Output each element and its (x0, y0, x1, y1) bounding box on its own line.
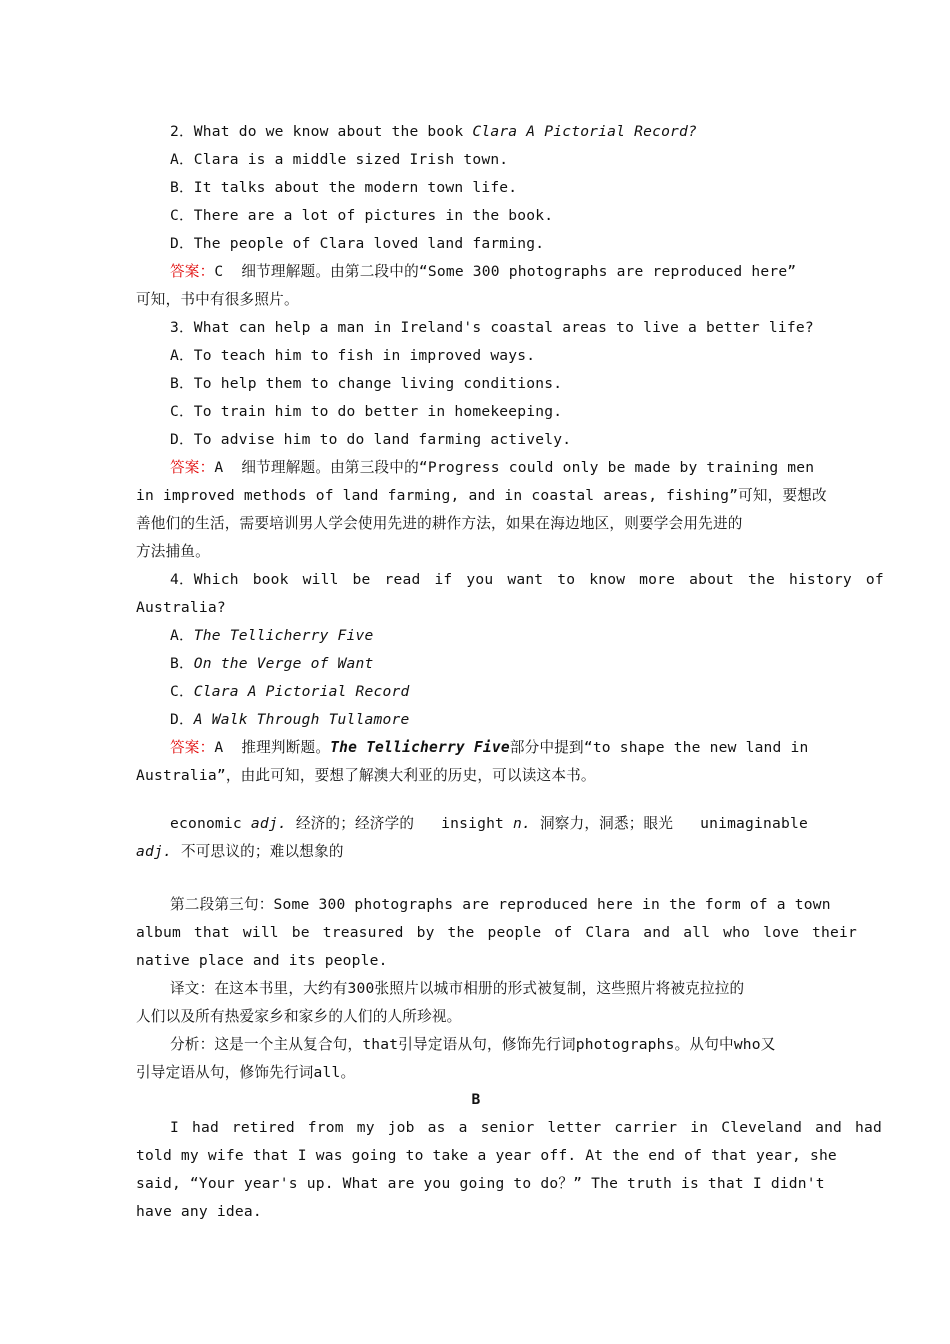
q4-stem-cont: Australia? (136, 599, 226, 616)
q4-answer (170, 734, 816, 762)
q2-answer (170, 258, 816, 286)
passage-line-1: I had retired from my job as a senior letter carrier in Cleveland and had (170, 1119, 882, 1136)
q3-option-c: C．To train him to do better in homekeeping. (170, 403, 563, 420)
q3-option-a: A．To teach him to fish in improved ways. (170, 347, 536, 364)
translation-1: 译文：在这本书里，大约有300张照片以城市相册的形式被复制，这些照片将被克拉拉的 (170, 980, 745, 997)
q2-answer-cont: 可知，书中有很多照片。 (136, 291, 299, 308)
q4-option-a (170, 622, 816, 650)
vocab-pos: n. (513, 815, 532, 832)
q4-option-a-title: The Tellicherry Five (193, 627, 374, 644)
translation-2: 人们以及所有热爱家乡和家乡的人们的人所珍视。 (136, 1008, 462, 1025)
q4-answer-text: A 推理判断题。 (214, 739, 331, 756)
section-heading: B (471, 1091, 481, 1108)
vocab-meaning: 经济的；经济学的 insight (286, 815, 514, 832)
answer-label: 答案： (170, 459, 215, 476)
q4-option-c-title: Clara A Pictorial Record (193, 683, 410, 700)
q4-option-b (170, 650, 816, 678)
q4-option-d-title: A Walk Through Tullamore (193, 711, 410, 728)
analysis-2: 引导定语从句，修饰先行词all。 (136, 1064, 356, 1081)
analysis-sentence-1: 第二段第三句：Some 300 photographs are reproduced here in the form of a town (170, 896, 831, 913)
vocab-pos: adj. (136, 843, 172, 860)
q2-stem-text: 2．What do we know about the book (170, 123, 473, 140)
q2-answer-text: C 细节理解题。由第二段中的“Some 300 photographs are reproduced here” (214, 263, 797, 280)
analysis-1: 分析：这是一个主从复合句，that引导定语从句，修饰先行词photographs。从句中who又 (170, 1036, 776, 1053)
q4-answer-cont: Australia”，由此可知，要想了解澳大利亚的历史，可以读这本书。 (136, 767, 596, 784)
q2-option-d: D．The people of Clara loved land farming. (170, 235, 545, 252)
q3-answer-cont-3: 方法捕鱼。 (136, 543, 210, 560)
option-letter: A． (170, 627, 194, 644)
q2-option-a: A．Clara is a middle sized Irish town. (170, 151, 509, 168)
passage-line-2: told my wife that I was going to take a year off. At the end of that year, she (136, 1147, 837, 1164)
q3-answer-cont-1: in improved methods of land farming, and in coastal areas, fishing”可知，要想改 (136, 487, 827, 504)
vocab-word: economic (170, 815, 251, 832)
q2-option-c: C．There are a lot of pictures in the book. (170, 207, 554, 224)
q3-option-d: D．To advise him to do land farming actively. (170, 431, 572, 448)
answer-label: 答案： (170, 739, 215, 756)
q3-answer (170, 454, 816, 482)
q4-option-c (170, 678, 816, 706)
vocab-line-2 (136, 838, 816, 866)
q3-option-b: B．To help them to change living conditions. (170, 375, 563, 392)
answer-label: 答案： (170, 263, 215, 280)
option-letter: B． (170, 655, 194, 672)
vocab-line-1 (170, 810, 816, 838)
q4-option-b-title: On the Verge of Want (193, 655, 374, 672)
analysis-sentence-3: native place and its people. (136, 952, 388, 969)
option-letter: D． (170, 711, 194, 728)
q2-book-title: Clara A Pictorial Record? (472, 123, 698, 140)
vocab-meaning: 不可思议的；难以想象的 (171, 843, 344, 860)
q2-stem (170, 118, 816, 146)
q4-option-d (170, 706, 816, 734)
analysis-sentence-2: album that will be treasured by the people of Clara and all who love their (136, 924, 857, 941)
q4-answer-title: The Tellicherry Five (330, 739, 510, 756)
passage-line-3: said, “Your year's up. What are you going to do？” The truth is that I didn't (136, 1175, 825, 1192)
vocab-meaning: 洞察力，洞悉；眼光 unimaginable (531, 815, 808, 832)
q4-answer-text-post: 部分中提到“to shape the new land in (509, 739, 809, 756)
q3-answer-cont-2: 善他们的生活，需要培训男人学会使用先进的耕作方法，如果在海边地区，则要学会用先进的 (136, 515, 743, 532)
passage-line-4: have any idea. (136, 1203, 262, 1220)
q2-option-b: B．It talks about the modern town life. (170, 179, 518, 196)
q4-stem: 4．Which book will be read if you want to know more about the history of (170, 571, 884, 588)
vocab-pos: adj. (250, 815, 287, 832)
q3-stem: 3．What can help a man in Ireland's coastal areas to live a better life? (170, 319, 814, 336)
option-letter: C． (170, 683, 194, 700)
q3-answer-text: A 细节理解题。由第三段中的“Progress could only be made by training men (214, 459, 815, 476)
